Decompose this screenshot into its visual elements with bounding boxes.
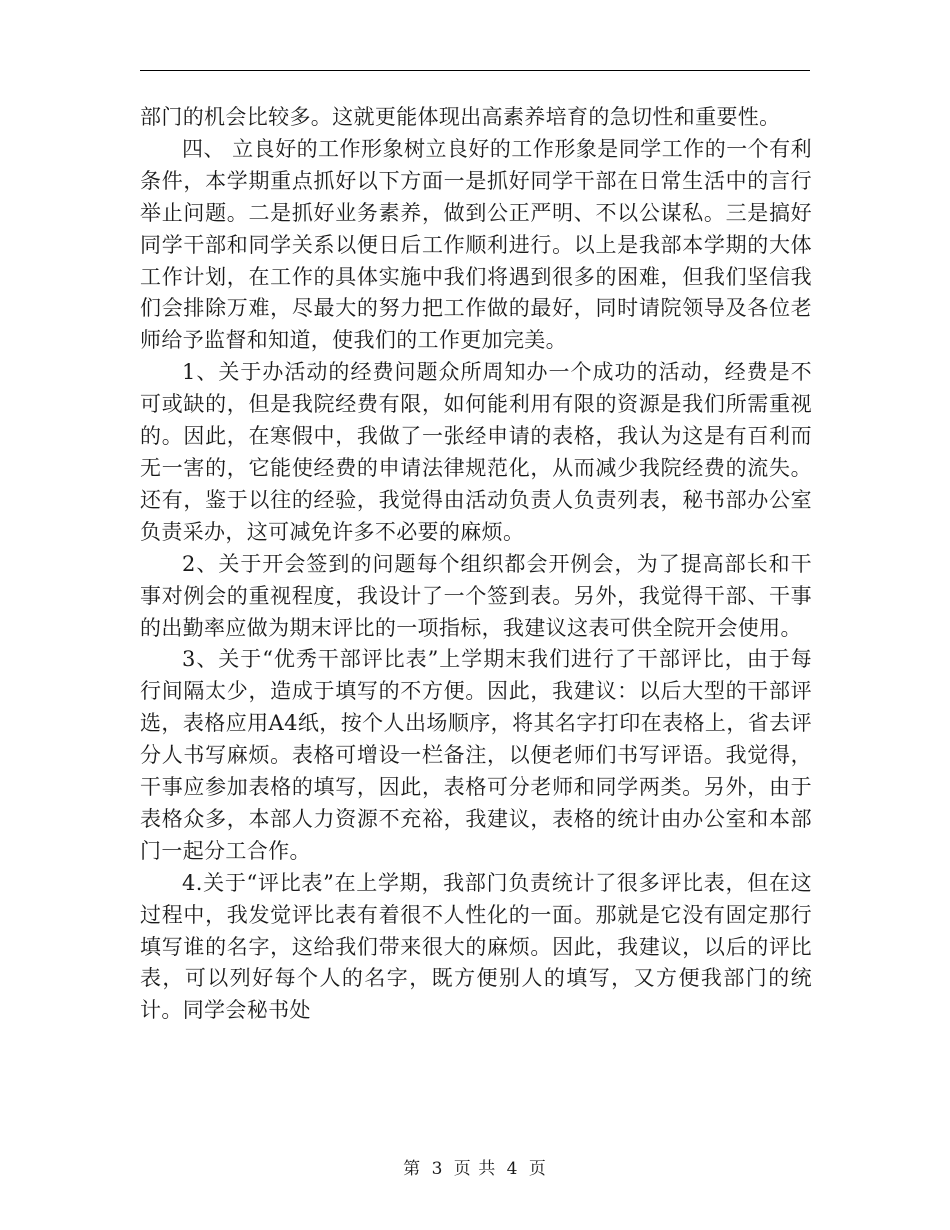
header-divider bbox=[140, 70, 810, 71]
footer-prefix: 第 bbox=[403, 1159, 422, 1179]
footer-total-pages: 4 bbox=[506, 1159, 519, 1179]
footer-suffix: 页 bbox=[528, 1159, 547, 1179]
page-footer bbox=[0, 1154, 950, 1179]
paragraph-work-image: 四、 立良好的工作形象树立良好的工作形象是同学工作的一个有利条件，本学期重点抓好以下方面一是抓好同学干部在日常生活中的言行举止问题。二是抓好业务素养，做到公正严明、不以公谋私。三是搞好同学干部和同学关系以便日后工作顺利进行。以上是我部本学期的大体工作计划，在工作的具体实施中我们将遇到很多的困难，但我们坚信我们会排除万难，尽最大的努力把工作做的最好，同时请院领导及各位老师给予监督和知道，使我们的工作更加完美。 bbox=[140, 136, 812, 353]
document-body bbox=[140, 102, 812, 1027]
footer-page-number: 3 bbox=[431, 1159, 444, 1179]
paragraph-evaluation-form: 4.关于“评比表”在上学期，我部门负责统计了很多评比表，但在这过程中，我发觉评比表有着很不人性化的一面。那就是它没有固定那行填写谁的名字，这给我们带来很大的麻烦。因此，我建议，以后的评比表，可以列好每个人的名字，既方便别人的填写，又方便我部门的统计。同学会秘书处 bbox=[140, 870, 812, 1023]
footer-middle: 页 共 bbox=[453, 1159, 497, 1179]
paragraph-continuation: 部门的机会比较多。这就更能体现出高素养培育的急切性和重要性。 bbox=[140, 105, 781, 129]
paragraph-meeting-signin: 2、关于开会签到的问题每个组织都会开例会，为了提高部长和干事对例会的重视程度，我设计了一个签到表。另外，我觉得干部、干事的出勤率应做为期末评比的一项指标，我建议这表可供全院开会使用。 bbox=[140, 551, 812, 640]
paragraph-activity-funding: 1、关于办活动的经费问题众所周知办一个成功的活动，经费是不可或缺的，但是我院经费有限，如何能利用有限的资源是我们所需重视的。因此，在寒假中，我做了一张经申请的表格，我认为这是有百利而无一害的，它能使经费的申请法律规范化，从而减少我院经费的流失。还有，鉴于以往的经验，我觉得由活动负责人负责列表，秘书部办公室负责采办，这可减免许多不必要的麻烦。 bbox=[140, 360, 812, 544]
paragraph-cadre-evaluation-form: 3、关于“优秀干部评比表”上学期末我们进行了干部评比，由于每行间隔太少，造成于填写的不方便。因此，我建议：以后大型的干部评选，表格应用A4纸，按个人出场顺序，将其名字打印在表格上，省去评分人书写麻烦。表格可增设一栏备注，以便老师们书写评语。我觉得，干事应参加表格的填写，因此，表格可分老师和同学两类。另外，由于表格众多，本部人力资源不充裕，我建议，表格的统计由办公室和本部门一起分工合作。 bbox=[140, 647, 812, 863]
